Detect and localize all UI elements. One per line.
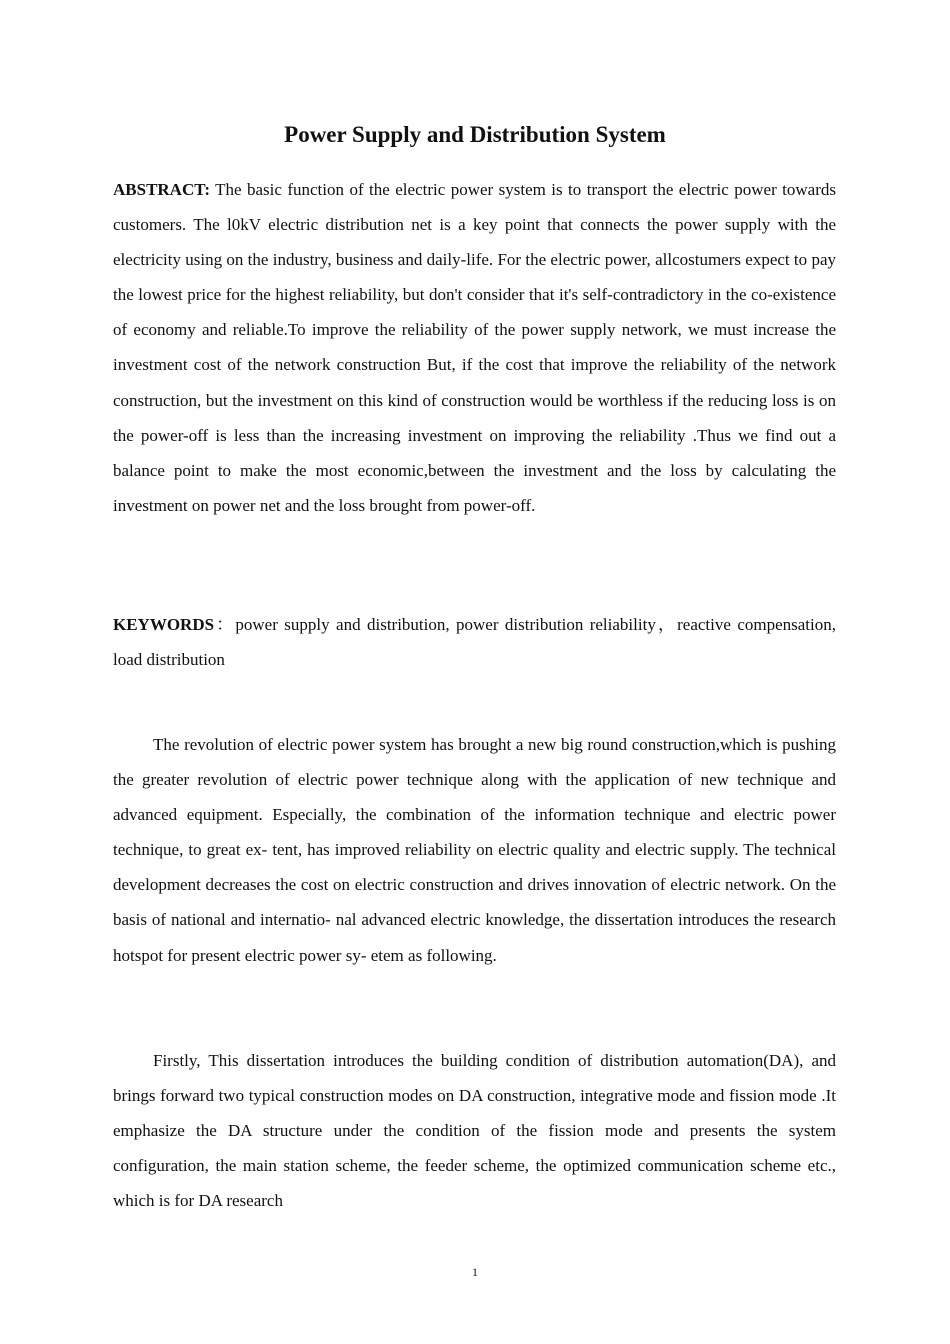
- abstract-label: ABSTRACT:: [113, 180, 210, 199]
- page-number: 1: [472, 1265, 478, 1279]
- keywords-text: ：power supply and distribution, power distribution reliability，reactive compensation, load distribution: [113, 615, 836, 670]
- keywords-label: KEYWORDS: [113, 615, 215, 634]
- abstract-paragraph: [113, 172, 836, 523]
- document-title: Power Supply and Distribution System: [284, 122, 666, 147]
- abstract-text: The basic function of the electric power system is to transport the electric power towards customers. The l0kV electric distribution net is a key point that connects the power supply with the electricity using on the industry, business and daily-life. For the electric power, allcostumers expect to pay the lowest price for the highest reliability, but don't consider that it's self-contradictory in the co-existence of economy and reliable.To improve the reliability of the power supply network, we must increase the investment cost of the network construction But, if the cost that improve the reliability of the network construction, but the investment on this kind of construction would be worthless if the reducing loss is on the power-off is less than the increasing investment on improving the reliability .Thus we find out a balance point to make the most economic,between the investment and the loss by calculating the investment on power net and the loss brought from power-off.: [113, 180, 836, 515]
- body-paragraph: The revolution of electric power system has brought a new big round construction,which is pushing the greater revolution of electric power technique along with the application of new technique and advanced equipment. Especially, the combination of the information technique and electric power technique, to great ex- tent, has improved reliability on electric quality and electric supply. The technical development decreases the cost on electric construction and drives innovation of electric network. On the basis of national and internatio- nal advanced electric knowledge, the dissertation introduces the research hotspot for present electric power sy- etem as following.: [113, 735, 836, 965]
- body-paragraph: Firstly, This dissertation introduces the building condition of distribution automation(DA), and brings forward two typical construction modes on DA construction, integrative mode and fission mode .It emphasize the DA structure under the condition of the fission mode and presents the system configuration, the main station scheme, the feeder scheme, the optimized communication scheme etc., which is for DA research: [113, 1051, 836, 1211]
- keywords-paragraph: [113, 607, 836, 677]
